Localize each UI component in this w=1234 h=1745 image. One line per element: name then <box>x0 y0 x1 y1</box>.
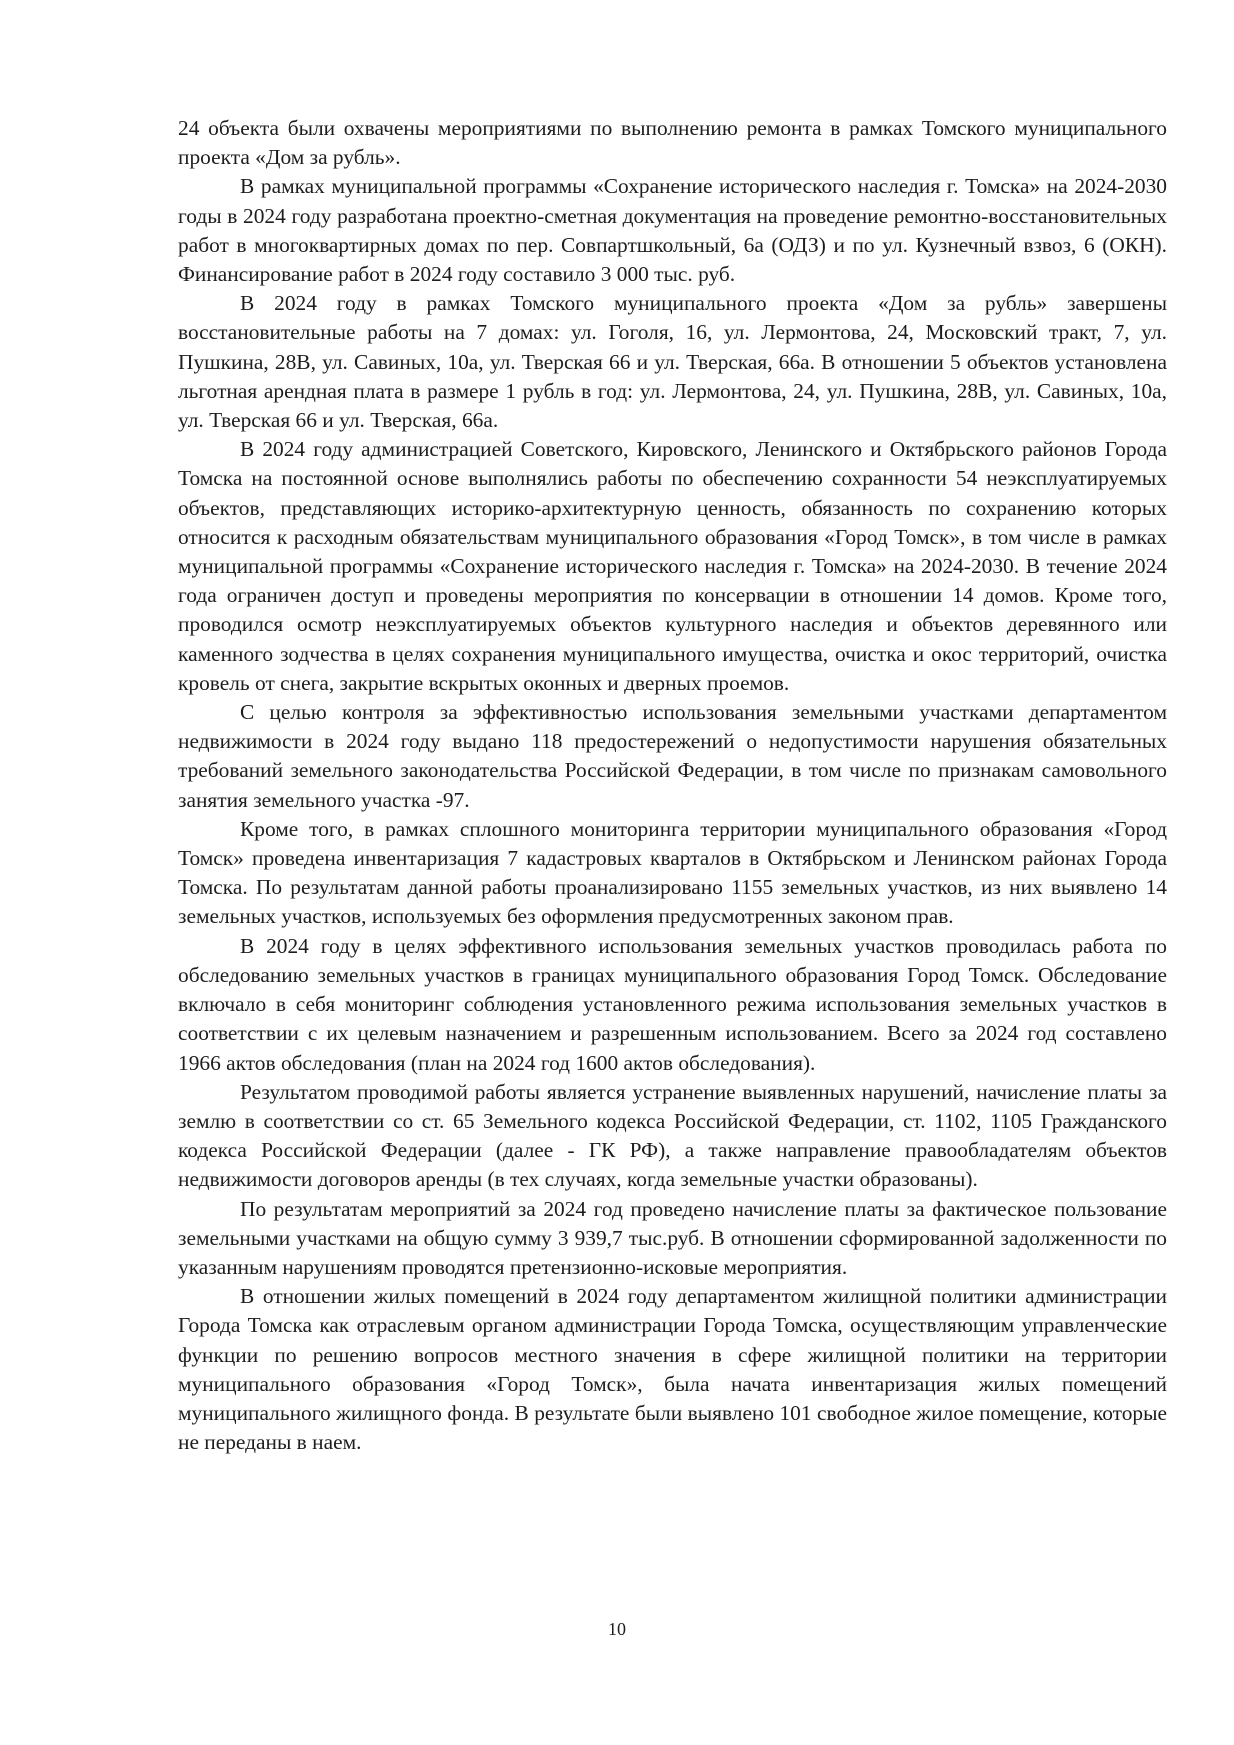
paragraph-5: С целью контроля за эффективностью использования земельными участками департаментом недвижимости в 2024 году выдано 118 предостережений о недопустимости нарушения обязательных требований земельного законодательства Российской Федерации, в том числе по признакам самовольного занятия земельного участка -97. <box>178 700 1167 812</box>
document-body <box>178 114 1167 1457</box>
paragraph-9: По результатам мероприятий за 2024 год проведено начисление платы за фактическое пользование земельными участками на общую сумму 3 939,7 тыс.руб. В отношении сформированной задолженности по указанным нарушениям проводятся претензионно-исковые мероприятия. <box>178 1196 1167 1279</box>
page-number: 10 <box>608 1619 626 1639</box>
paragraph-6: Кроме того, в рамках сплошного мониторинга территории муниципального образования «Город Томск» проведена инвентаризация 7 кадастровых кварталов в Октябрьском и Ленинском районах Города Томска. По результатам данной работы проанализировано 1155 земельных участков, из них выявлено 14 земельных участков, используемых без оформления предусмотренных законом прав. <box>178 816 1167 929</box>
paragraph-1: 24 объекта были охвачены мероприятиями по выполнению ремонта в рамках Томского муниципального проекта «Дом за рубль». <box>178 116 1167 170</box>
paragraph-3: В 2024 году в рамках Томского муниципального проекта «Дом за рубль» завершены восстановительные работы на 7 домах: ул. Гоголя, 16, ул. Лермонтова, 24, Московский тракт, 7, ул. Пушкина, 28В, ул. Савиных, 10а, ул. Тверская 66 и ул. Тверская, 66а. В отношении 5 объектов установлена льготная арендная плата в размере 1 рубль в год: ул. Лермонтова, 24, ул. Пушкина, 28В, ул. Савиных, 10а, ул. Тверская 66 и ул. Тверская, 66а. <box>178 291 1167 433</box>
paragraph-8: Результатом проводимой работы является устранение выявленных нарушений, начисление платы за землю в соответствии со ст. 65 Земельного кодекса Российской Федерации, ст. 1102, 1105 Гражданского кодекса Российской Федерации (далее - ГК РФ), а также направление правообладателям объектов недвижимости договоров аренды (в тех случаях, когда земельные участки образованы). <box>178 1079 1167 1192</box>
paragraph-2: В рамках муниципальной программы «Сохранение исторического наследия г. Томска» на 2024-2030 годы в 2024 году разработана проектно-сметная документация на проведение ремонтно-восстановительных работ в многоквартирных домах по пер. Совпартшкольный, 6а (ОДЗ) и по ул. Кузнечный взвоз, 6 (ОКН). Финансирование работ в 2024 году составило 3 000 тыс. руб. <box>178 174 1167 287</box>
paragraph-7: В 2024 году в целях эффективного использования земельных участков проводилась работа по обследованию земельных участков в границах муниципального образования Город Томск. Обследование включало в себя мониторинг соблюдения установленного режима использования земельных участков в соответствии с их целевым назначением и разрешенным использованием. Всего за 2024 год составлено 1966 актов обследования (план на 2024 год 1600 актов обследования). <box>178 933 1167 1075</box>
paragraph-4: В 2024 году администрацией Советского, Кировского, Ленинского и Октябрьского районов Города Томска на постоянной основе выполнялись работы по обеспечению сохранности 54 неэксплуатируемых объектов, представляющих историко-архитектурную ценность, обязанность по сохранению которых относится к расходным обязательствам муниципального образования «Город Томск», в том числе в рамках муниципальной программы «Сохранение исторического наследия г. Томска» на 2024-2030. В течение 2024 года ограничен доступ и проведены мероприятия по консервации в отношении 14 домов. Кроме того, проводился осмотр неэксплуатируемых объектов культурного наследия и объектов деревянного или каменного зодчества в целях сохранения муниципального имущества, очистка и окос территорий, очистка кровель от снега, закрытие вскрытых оконных и дверных проемов. <box>178 437 1167 695</box>
paragraph-10: В отношении жилых помещений в 2024 году департаментом жилищной политики администрации Города Томска как отраслевым органом администрации Города Томска, осуществляющим управленческие функции по решению вопросов местного значения в сфере жилищной политики на территории муниципального образования «Город Томск», была начата инвентаризация жилых помещений муниципального жилищного фонда. В результате были выявлено 101 свободное жилое помещение, которые не переданы в наем. <box>178 1284 1167 1455</box>
